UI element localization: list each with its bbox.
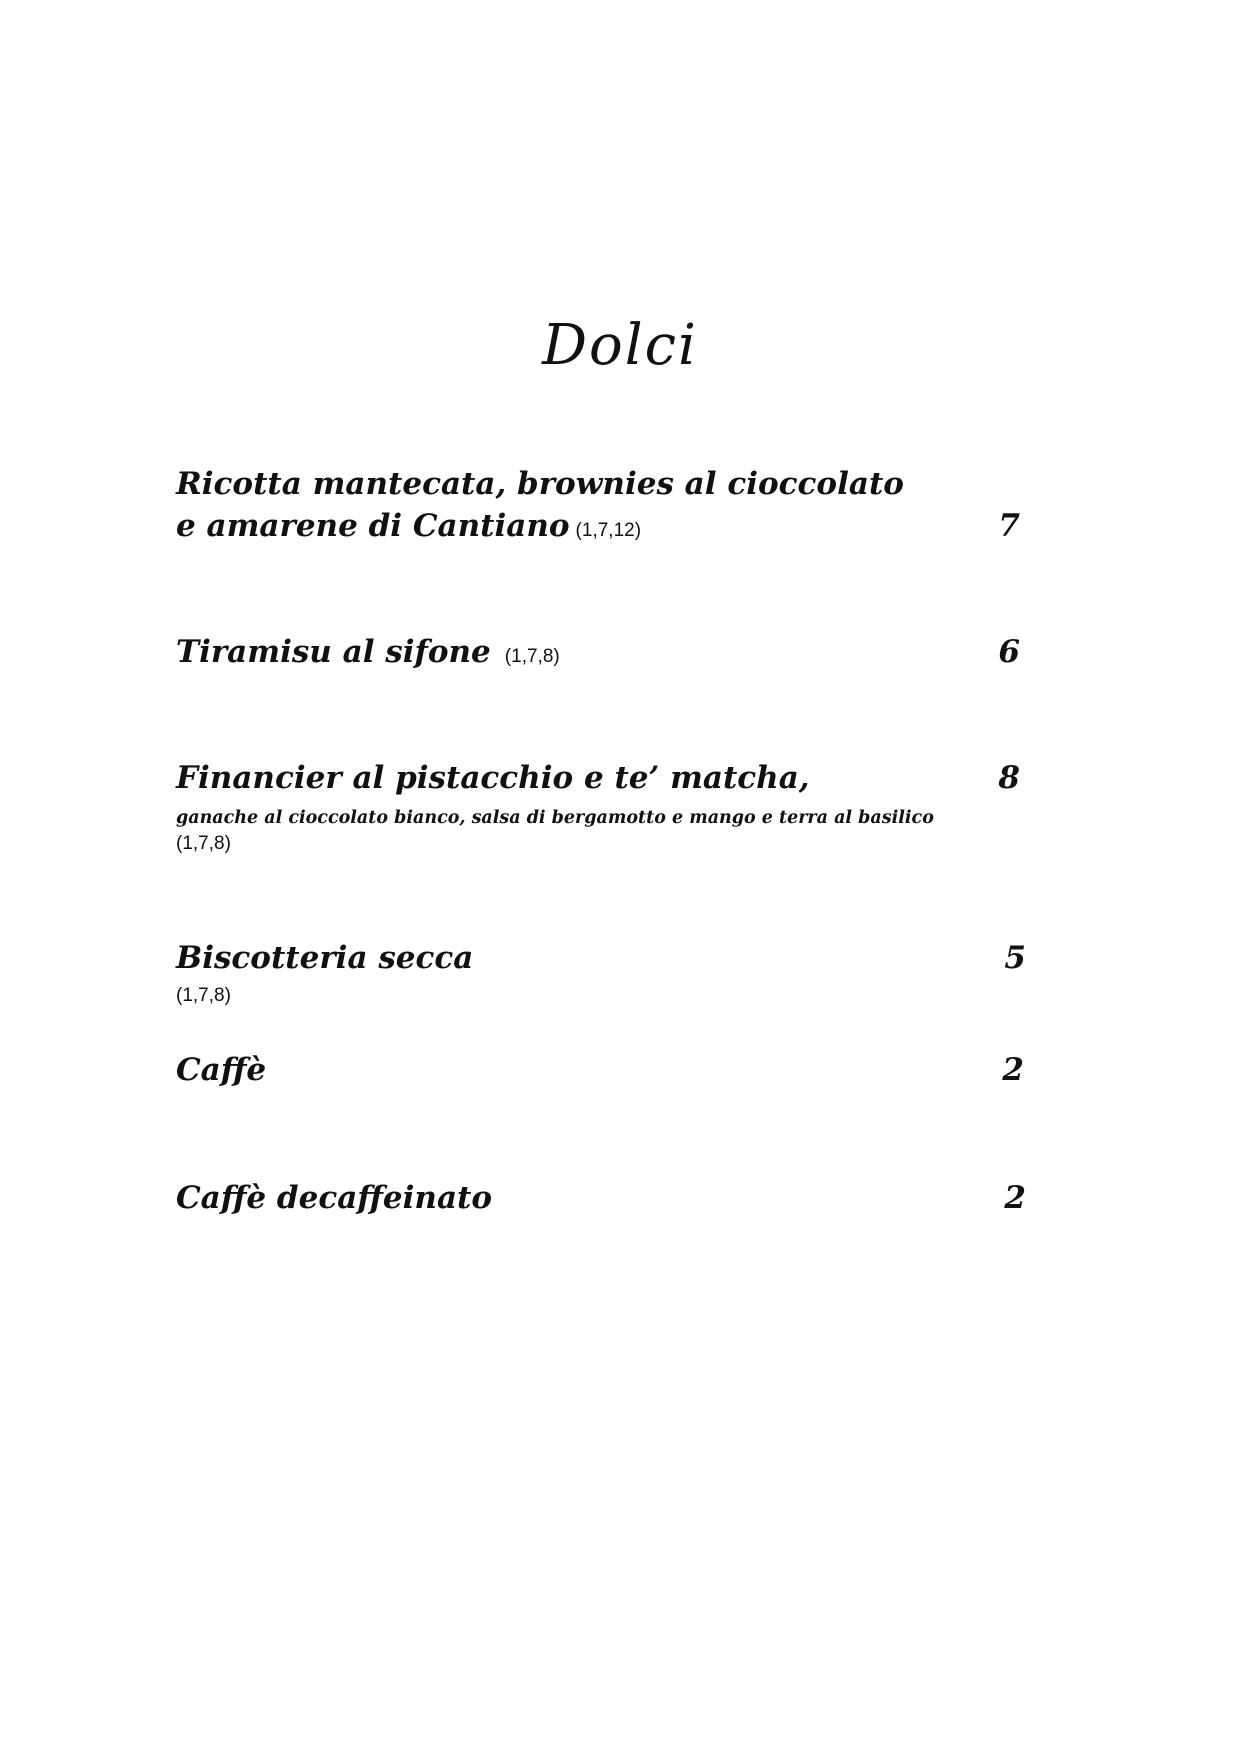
menu-item-name: e amarene di Cantiano — [176, 508, 570, 544]
menu-item-name: Tiramisu al sifone — [176, 634, 491, 670]
menu-item-price: 6 — [998, 634, 1020, 670]
menu-item-price: 8 — [998, 760, 1020, 796]
menu-item-price: 2 — [1002, 1052, 1024, 1088]
allergen-codes: (1,7,8) — [176, 985, 231, 1006]
menu-item-name: Financier al pistacchio e te’ matcha, — [176, 760, 810, 796]
menu-item-name-line1: Ricotta mantecata, brownies al cioccolato — [176, 466, 904, 502]
menu-item-price: 7 — [998, 508, 1020, 544]
allergen-codes: (1,7,8) — [504, 646, 560, 667]
menu-item-row — [176, 632, 560, 677]
allergen-codes: (1,7,12) — [575, 520, 642, 541]
allergen-codes: (1,7,8) — [176, 833, 231, 854]
menu-item-name: Caffè decaffeinato — [176, 1180, 493, 1216]
menu-item-description: ganache al cioccolato bianco, salsa di bergamotto e mango e terra al basilico — [176, 808, 934, 828]
menu-item-name: Caffè — [176, 1052, 267, 1088]
menu-item-name: Biscotteria secca — [176, 940, 474, 976]
menu-item-name-line2 — [176, 506, 641, 551]
menu-item-price: 2 — [1004, 1180, 1026, 1216]
menu-title: Dolci — [542, 313, 698, 378]
menu-item-price: 5 — [1004, 940, 1026, 976]
